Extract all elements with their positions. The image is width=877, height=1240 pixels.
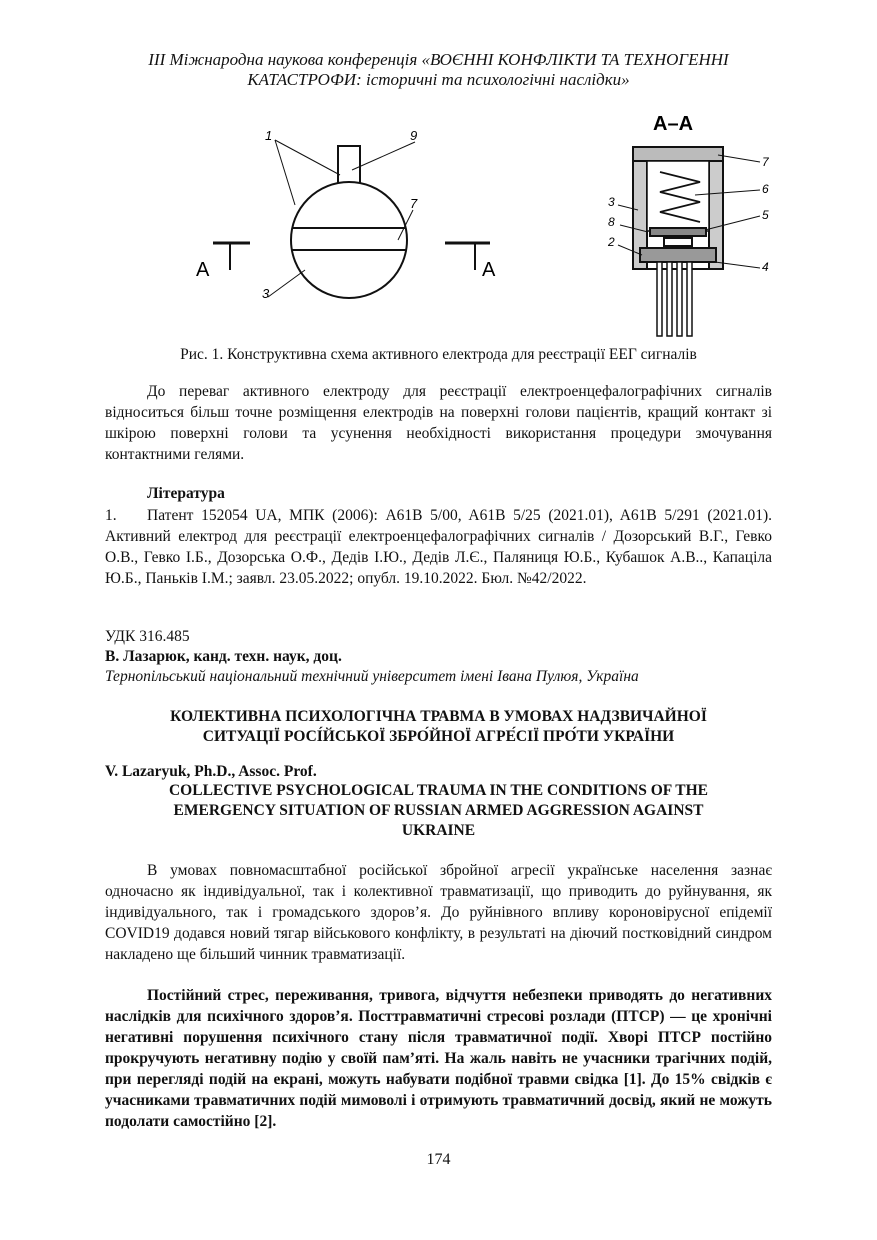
title-en [105, 781, 772, 841]
label-r3: 3 [608, 195, 615, 209]
title-en-line-3: UKRAINE [401, 822, 476, 839]
literature-item-1 [105, 505, 772, 589]
section-title: A–A [653, 113, 694, 135]
electrode-section-view [618, 147, 760, 336]
affiliation: Тернопільський національний технічний університет імені Івана Пулюя, Україна [105, 668, 639, 685]
base [640, 248, 716, 262]
section-label-left: A [196, 259, 210, 281]
electrode-figure [0, 0, 877, 340]
title-en-line-1: COLLECTIVE PSYCHOLOGICAL TRAUMA IN THE CONDITIONS OF THE [168, 782, 709, 799]
leader-9 [352, 142, 415, 170]
pin-4 [687, 262, 692, 336]
label-7: 7 [410, 196, 418, 211]
literature-item-1-text: Патент 152054 UA, МПК (2006): A61B 5/00, A61B 5/25 (2021.01), A61B 5/291 (2021.01). Активний електрод для реєстрації електроенцефалографічних сигналів / Дозорський В.Г., Гевко О.В., Гевко І.Б., Дозорська О.Ф., Дедів І.Ю., Дедів Л.Є., Паляниця Ю.Б., Кубашок А.В.., Капаціла Ю.Б., Паньків І.М.; заявл. 23.05.2022; опубл. 19.10.2022. Бюл. №42/2022. [105, 507, 772, 587]
author-en: V. Lazaryuk, Ph.D., Assoc. Prof. [105, 763, 317, 780]
paragraph-ptsd: Постійний стрес, переживання, тривога, відчуття небезпеки приводять до негативних наслідків для психічного здоров’я. Посттравматичні стресові розлади (ПТСР) — це хронічні негативні порушення психічного стану після травматичної події. Хворі ПТСР постійно прокручують негативну подію у своїй пам’яті. На жаль навіть не учасники трагічних подій, при перегляді подій на екрані, можуть набувати подібної травми свідка [1]. До 15% свідків є учасниками травматичних подій мимоволі і отримують травматичний досвід, який не можуть подолати самостійно [2]. [105, 987, 772, 1130]
pin-1 [657, 262, 662, 336]
page-number: 174 [426, 1151, 451, 1168]
label-r2: 2 [608, 235, 615, 249]
label-1: 1 [265, 128, 273, 143]
header-line-1: ІІІ Міжнародна наукова конференція «ВОЄННІ КОНФЛІКТИ ТА ТЕХНОГЕННІ [148, 50, 729, 69]
label-r7: 7 [762, 155, 769, 169]
literature-item-1-number: 1. [105, 507, 117, 524]
label-3: 3 [262, 286, 270, 301]
header-line-2: КАТАСТРОФИ: історичні та психологічні наслідки» [247, 70, 630, 89]
pin-3 [677, 262, 682, 336]
label-9: 9 [410, 128, 418, 143]
title-uk-line-2: СИТУАЦІЇ РОСІ́ЙСЬКОЇ ЗБРО́ЙНОЇ АГРЕ́СІЇ ПРО́ТИ УКРАЇНИ [202, 728, 675, 745]
paragraph-intro: В умовах повномасштабної російської збройної агресії українське населення зазнає одночасно як індивідуальної, так і колективної травматизації, що приводить до руйнування, як індивідуального, так і громадського здоров’я. До руйнівного впливу короновірусної епідемії COVID19 додався новий тягар військового конфлікту, в результаті на діючий постковідний синдром накладено ще більший чинник травматизації. [105, 862, 772, 963]
leader-r7 [718, 155, 760, 162]
udk-code: УДК 316.485 [105, 628, 190, 645]
paragraph-advantages: До переваг активного електроду для реєстрації електроенцефалографічних сигналів відноситься більш точне розміщення електродів на поверхні голови пацієнтів, кращий контакт зі шкірою поверхні голови та усунення необхідності використання процедури змочування контактними гелями. [105, 383, 772, 463]
author-uk: В. Лазарюк, канд. техн. наук, доц. [105, 648, 342, 665]
leader-3 [268, 270, 305, 297]
label-r5: 5 [762, 208, 769, 222]
electrode-front-view [213, 140, 490, 298]
chip [664, 238, 692, 246]
electrode-sphere [291, 182, 407, 298]
housing-top [633, 147, 723, 161]
title-uk-line-1: КОЛЕКТИВНА ПСИХОЛОГІЧНА ТРАВМА В УМОВАХ НАДЗВИЧАЙНОЇ [170, 708, 707, 725]
figure-caption: Рис. 1. Конструктивна схема активного електрода для реєстрації ЕЕГ сигналів [180, 346, 697, 363]
pin-2 [667, 262, 672, 336]
title-en-line-2: EMERGENCY SITUATION OF RUSSIAN ARMED AGGRESSION AGAINST [173, 802, 704, 819]
label-r8: 8 [608, 215, 615, 229]
title-uk [105, 707, 772, 747]
contact-plate [650, 228, 706, 236]
literature-heading: Література [147, 485, 225, 502]
section-label-right: A [482, 259, 496, 281]
leader-1a [275, 140, 340, 175]
label-r6: 6 [762, 182, 769, 196]
label-r4: 4 [762, 260, 769, 274]
leader-1b [275, 140, 295, 205]
